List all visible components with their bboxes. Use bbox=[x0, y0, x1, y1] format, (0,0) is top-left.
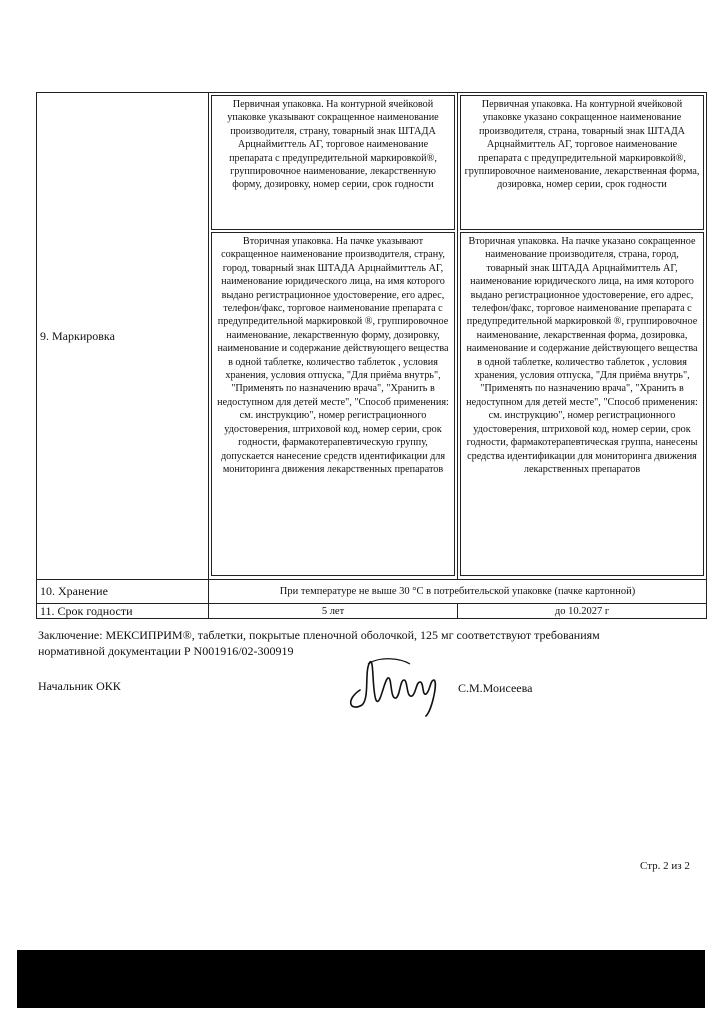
marking-spec-cell bbox=[209, 93, 458, 580]
shelf-life-fact: до 10.2027 г bbox=[554, 605, 610, 617]
marking-table bbox=[36, 92, 707, 619]
conclusion-line-2: нормативной документации Р N001916/02-300919 bbox=[38, 644, 294, 658]
storage-label-cell bbox=[37, 580, 209, 604]
scan-redaction-bar bbox=[17, 950, 705, 1008]
conclusion-line-1: Заключение: МЕКСИПРИМ®, таблетки, покрытые пленочной оболочкой, 125 мг соответствуют требованиям bbox=[38, 628, 600, 642]
storage-value: При температуре не выше 30 °С в потребительской упаковке (пачке картонной) bbox=[279, 586, 636, 597]
storage-value-cell bbox=[209, 580, 707, 604]
primary-packaging-spec: Первичная упаковка. На контурной ячейковой упаковке указывают сокращенное наименование производителя, страну, товарный знак ШТАДА Арцнаймиттель АГ, торговое наименование препарата с предупредительной маркировкой®, группировочное наименование, лекарственную форму, дозировку, номер серии, срок годности bbox=[227, 99, 439, 191]
signatory-name: С.М.Моисеева bbox=[458, 681, 533, 695]
shelf-life-label: 11. Срок годности bbox=[40, 603, 133, 618]
shelf-life-row bbox=[37, 604, 707, 619]
signatory-position: Начальник ОКК bbox=[38, 679, 121, 693]
signature-graphic bbox=[340, 650, 450, 720]
secondary-packaging-spec: Вторичная упаковка. На пачке указывают сокращенное наименование производителя, страну, город, товарный знак ШТАДА Арцнаймиттель АГ, наименование юридического лица, на имя которого выдано регистрационное удостоверение, его адрес, телефон/факс, торговое наименование препарата с предупредительной маркировкой ®, группировочное наименование, лекарственную форму, дозировку, наименование и содержание действующего вещества в одной таблетке, количество таблеток , условия хранения, условия отпуска, "Для приёма внутрь", "Применять по назначению врача", "Хранить в недоступном для детей месте", "Способ применения: см. инструкцию", номер регистрационного удостоверения, штриховой код, номер серии, срок годности, фармакотерапевтическую группу, допускается нанесение средств идентификации для мониторинга движения лекарственных препаратов bbox=[217, 236, 449, 475]
marking-label: 9. Маркировка bbox=[40, 328, 115, 343]
shelf-life-label-cell bbox=[37, 604, 209, 619]
marking-label-cell bbox=[37, 93, 209, 580]
shelf-life-spec: 5 лет bbox=[321, 605, 345, 617]
storage-row bbox=[37, 580, 707, 604]
secondary-packaging-fact: Вторичная упаковка. На пачке указано сокращенное наименование производителя, страна, город, товарный знак ШТАДА Арцнаймиттель АГ, наименование юридического лица, на имя которого выдано регистрационное удостоверение, его адрес, телефон/факс, торговое наименование препарата с предупредительной маркировкой ®, группировочное наименование, лекарственная форма, дозировка, наименование и содержание действующего вещества в одной таблетке, количество таблеток , условия хранения, условия отпуска, "Для приёма внутрь", "Применять по назначению врача", "Хранить в недоступном для детей месте", "Способ применения: см. инструкцию", номер регистрационного удостоверения, штриховой код, номер серии, срок годности, фармакотерапевтическая группа, нанесены средства идентификации для мониторинга движения лекарственных препаратов bbox=[466, 236, 698, 475]
page-number: Стр. 2 из 2 bbox=[640, 860, 690, 872]
marking-row bbox=[37, 93, 707, 580]
shelf-life-fact-cell bbox=[458, 604, 707, 619]
storage-label: 10. Хранение bbox=[40, 584, 108, 598]
shelf-life-spec-cell bbox=[209, 604, 458, 619]
primary-packaging-fact: Первичная упаковка. На контурной ячейковой упаковке указано сокращенное наименование производителя, страна, товарный знак ШТАДА Арцнаймиттель АГ, торговое наименование препарата с предупредительной маркировкой®, группировочное наименование, лекарственная форма, дозировка, номер серии, срок годности bbox=[464, 99, 700, 191]
marking-fact-cell bbox=[458, 93, 707, 580]
